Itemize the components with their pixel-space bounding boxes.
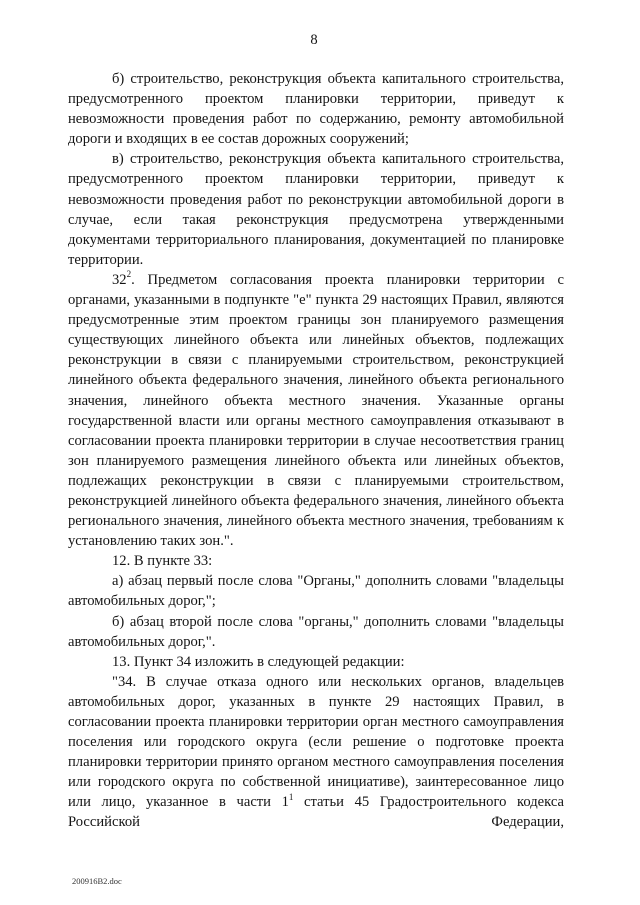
clause-number: 32 — [112, 271, 127, 288]
paragraph-item-b: б) строительство, реконструкция объекта капитального строительства, предусмотренного проектом планировки территории, приведут к невозможности проведения работ по содержанию, ремонту автомобильной дороги и входящих в ее состав дорожных сооружений; — [68, 71, 564, 148]
paragraph-12-b: б) абзац второй после слова "органы," дополнить словами "владельцы автомобильных дорог,". — [68, 613, 564, 650]
clause-superscript: 1 — [288, 791, 294, 802]
clause-superscript: 2 — [126, 269, 132, 280]
page-number: 8 — [310, 32, 318, 48]
paragraph-12-a: а) абзац первый после слова "Органы," дополнить словами "владельцы автомобильных дорог,"; — [68, 573, 564, 610]
clause-text: "34. В случае отказа одного или нескольких органов, владельцев автомобильных дорог, указанных в пункте 29 настоящих Правил, в согласовании проекта планировки территории орган местного самоуправления поселения или городского округа (если решение о подготовке проекта планировки территории принято органом местного самоуправления поселения или городского округа по собственной инициативе), заинтересованное лицо или лицо, указанное в части 1 — [68, 673, 564, 811]
paragraph-12: 12. В пункте 33: — [112, 553, 213, 570]
document-body — [68, 69, 564, 833]
file-name-footer: 200916В2.doc — [72, 876, 122, 886]
paragraph-32-2 — [68, 270, 564, 551]
paragraph-item-v: в) строительство, реконструкция объекта капитального строительства, предусмотренного проектом планировки территории, приведут к невозможности проведения работ по реконструкции автомобильной дороги в случае, если такая реконструкция предусмотрена утвержденными документами территориального планирования, документацией по планировке территории. — [68, 151, 564, 268]
paragraph-34 — [68, 672, 564, 833]
clause-tail: статьи 45 Градостроительного кодекса Российской Федерации, — [68, 794, 564, 831]
clause-text: . Предметом согласования проекта планировки территории с органами, указанными в подпункте "е" пункта 29 настоящих Правил, являются предусмотренные этим проектом границы зон планируемого размещения существующих линейного объекта или линейных объектов, подлежащих реконструкции в связи с планируемыми строительством, реконструкцией линейного объекта федерального значения, линейного объекта регионального значения, линейного объекта местного значения. Указанные органы государственной власти или органы местного самоуправления отказывают в согласовании проекта планировки территории в случае несоответствия границ зон планируемого размещения линейного объекта или линейных объектов, подлежащих реконструкции в связи с планируемыми строительством, реконструкцией линейного объекта федерального значения, линейного объекта регионального значения, линейного объекта местного значения, требованиям к установлению таких зон.". — [68, 271, 564, 550]
paragraph-13: 13. Пункт 34 изложить в следующей редакции: — [112, 653, 405, 670]
